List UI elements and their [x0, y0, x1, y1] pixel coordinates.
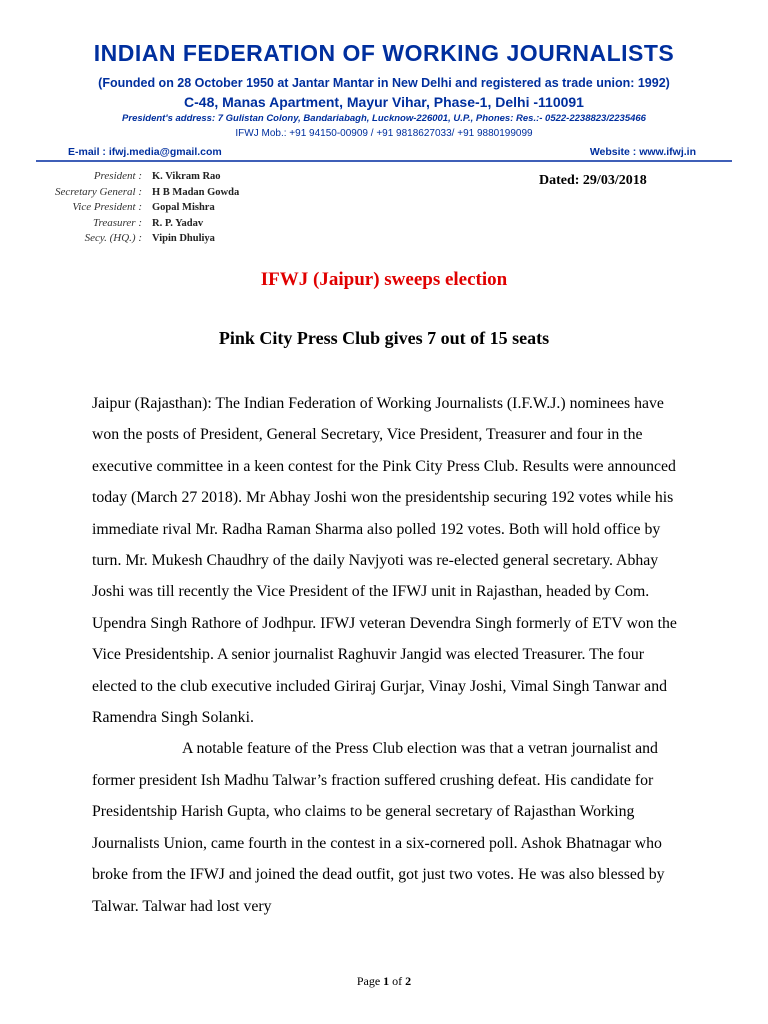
- page-number: [0, 974, 768, 989]
- website-address: Website : www.ifwj.in: [589, 146, 696, 158]
- officer-role: Secretary General :: [55, 185, 142, 198]
- officer-row: [30, 200, 239, 216]
- email-address: E-mail : ifwj.media@gmail.com: [68, 146, 222, 158]
- officers-list: [30, 169, 239, 247]
- officer-name: H B Madan Gowda: [152, 186, 240, 198]
- mobile-numbers: IFWJ Mob.: +91 94150-00909 / +91 9818627033/ +91 9880199099: [235, 128, 533, 139]
- article-body: [92, 388, 692, 922]
- officer-row: [30, 216, 239, 232]
- current-page: 1: [383, 974, 390, 988]
- officer-row: [30, 231, 239, 247]
- officer-role: President :: [93, 170, 142, 182]
- document-date: Dated: 29/03/2018: [539, 173, 647, 188]
- office-address: C-48, Manas Apartment, Mayur Vihar, Phase-1, Delhi -110091: [184, 94, 584, 110]
- officer-role: Treasurer :: [93, 216, 142, 229]
- president-address: President's address: 7 Gulistan Colony, Bandariabagh, Lucknow-226001, U.P., Phones: Res.:- 0522-2238823/2235466: [122, 113, 646, 124]
- total-pages: 2: [405, 974, 412, 988]
- officer-row: [30, 169, 239, 185]
- of-word: of: [392, 974, 403, 988]
- founded-line: (Founded on 28 October 1950 at Jantar Mantar in New Delhi and registered as trade union: 1992): [98, 76, 670, 90]
- officer-name: Vipin Dhuliya: [152, 233, 215, 244]
- article-paragraph: Jaipur (Rajasthan): The Indian Federation of Working Journalists (I.F.W.J.) nominees have won the posts of President, General Secretary, Vice President, Treasurer and four in the executive committee in a keen contest for the Pink City Press Club. Results were announced today (March 27 2018). Mr Abhay Joshi won the presidentship securing 192 votes while his immediate rival Mr. Radha Raman Sharma also polled 192 votes. Both will hold office by turn. Mr. Mukesh Chaudhry of the daily Navjyoti was re-elected general secretary. Abhay Joshi was till recently the Vice President of the IFWJ unit in Rajasthan, headed by Com. Upendra Singh Rathore of Jodhpur. IFWJ veteran Devendra Singh formerly of ETV won the Vice Presidentship. A senior journalist Raghuvir Jangid was elected Treasurer. The four elected to the club executive included Giriraj Gurjar, Vinay Joshi, Vimal Singh Tanwar and Ramendra Singh Solanki.: [92, 395, 677, 727]
- officer-role: Vice President :: [72, 201, 142, 213]
- article-subheadline: Pink City Press Club gives 7 out of 15 seats: [218, 328, 550, 348]
- officer-row: [30, 185, 239, 201]
- officer-name: Gopal Mishra: [152, 202, 215, 213]
- organization-name: INDIAN FEDERATION OF WORKING JOURNALISTS: [93, 40, 675, 66]
- officer-name: R. P. Yadav: [152, 217, 204, 229]
- officer-name: K. Vikram Rao: [152, 171, 221, 182]
- header-divider: [36, 160, 732, 162]
- article-paragraph: A notable feature of the Press Club election was that a vetran journalist and former president Ish Madhu Talwar’s fraction suffered crushing defeat. His candidate for Presidentship Harish Gupta, who claims to be general secretary of Rajasthan Working Journalists Union, came fourth in the contest in a six-cornered poll. Ashok Bhatnagar who broke from the IFWJ and joined the dead outfit, got just two votes. He was also blessed by Talwar. Talwar had lost very: [92, 740, 665, 915]
- page-word: Page: [356, 974, 381, 988]
- article-headline: IFWJ (Jaipur) sweeps election: [260, 269, 508, 290]
- officer-role: Secy. (HQ.) :: [84, 232, 142, 244]
